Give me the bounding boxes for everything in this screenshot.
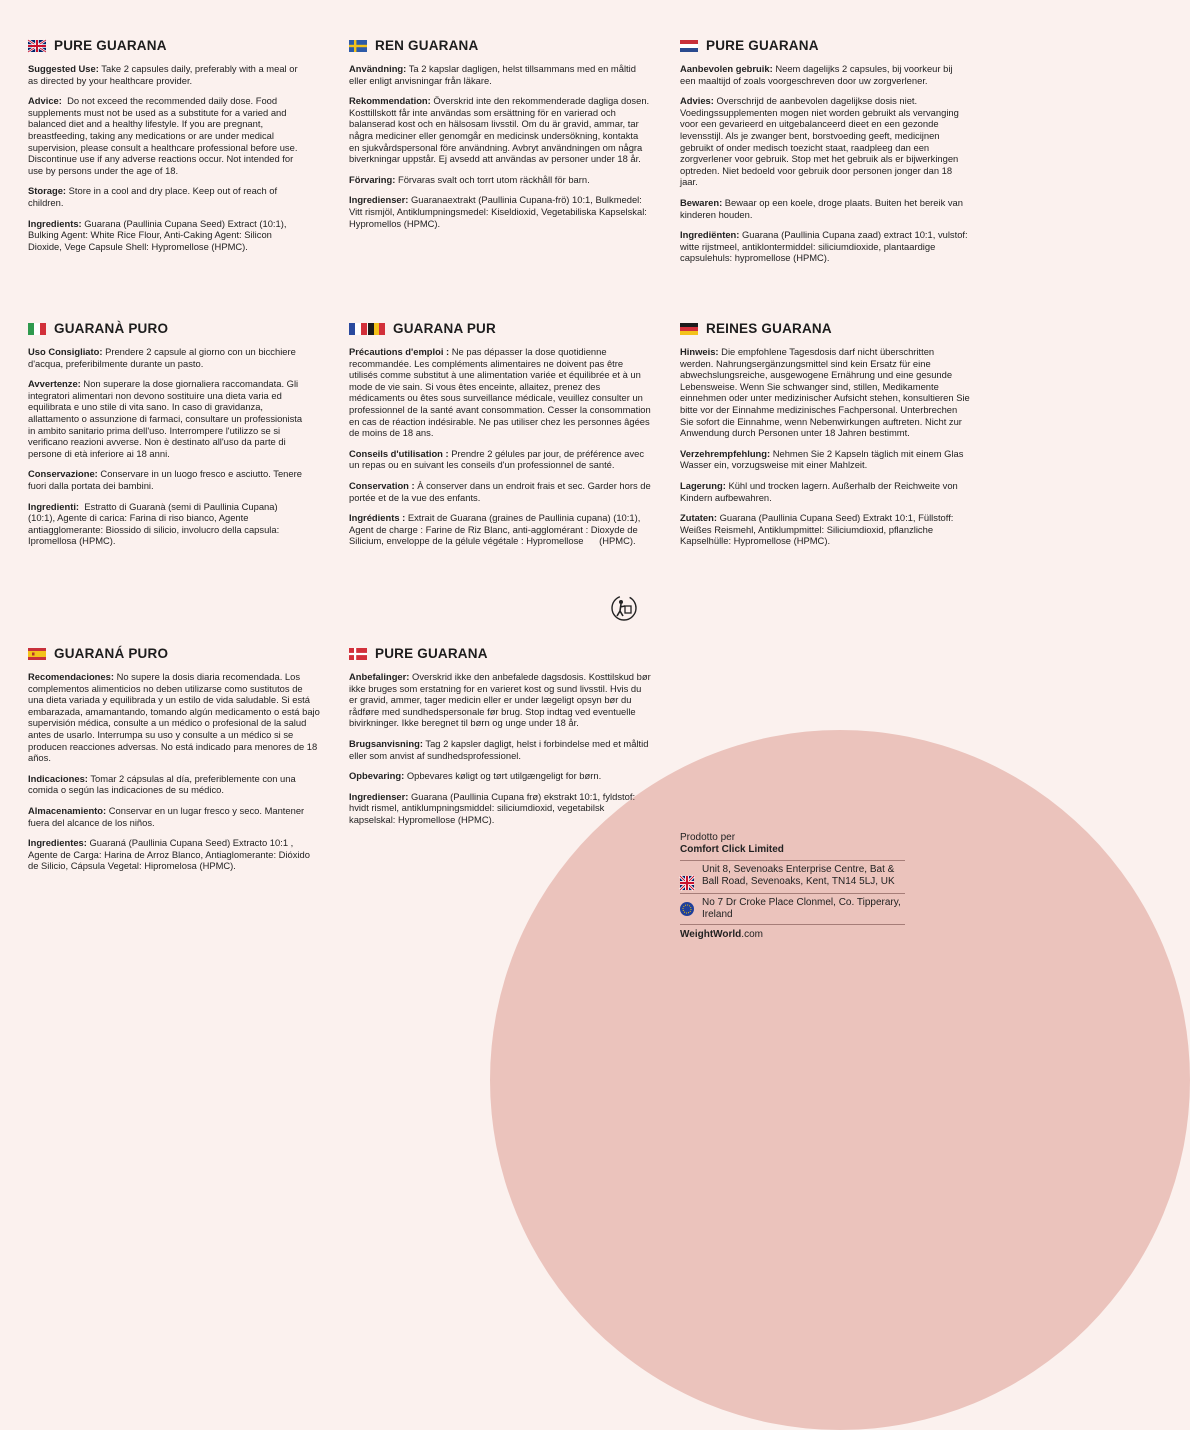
paragraph-label: Almacenamiento: [28,804,107,816]
section-title: GUARANÀ PURO [54,321,169,337]
france-belgium-flag-icon [349,323,385,335]
section-title: PURE GUARANA [54,38,167,54]
paragraph-text: Nehmen Sie 2 Kapseln täglich mit einem Glas Wasser ein, vorzugsweise mit einer Mahlzeit. [680,447,967,471]
info-paragraph [349,174,651,186]
info-paragraph [28,346,303,369]
denmark-flag-icon [349,648,367,660]
netherlands-flag-icon [680,40,698,52]
paragraph-label: Conseils d'utilisation : [349,447,449,459]
manufacturer-footer [680,832,905,941]
section-header [28,645,320,663]
paragraph-text: Bewaar op een koele, droge plaats. Buiten het bereik van kinderen houden. [680,196,966,220]
paragraph-label: Recomendaciones: [28,671,114,682]
paragraph-label: Aanbevolen gebruik: [680,63,773,74]
info-paragraph [28,185,298,208]
section-denmark [349,645,654,835]
paragraph-label: Lagerung: [680,479,726,491]
website-bold: WeightWorld [680,929,742,940]
paragraph-text: Ta 2 kapslar dagligen, helst tillsammans med en måltid eller enligt anvisningar från läkare. [349,63,639,86]
company-name: Comfort Click Limited [680,844,784,855]
paragraph-text: Guarana (Paullinia Cupana frø) ekstrakt 10:1, fyldstof: hvidt rismel, antiklumpningsmiddel: siliciumdioxid, vegetabilsk kapselskal: Hypromellose (HPMC). [349,790,638,825]
section-header [349,320,651,338]
paragraph-text: Guaraná (Paullinia Cupana Seed) Extracto 10:1 , Agente de Carga: Harina de Arroz Blanco, Antiaglomerante: Dióxido de Silicio, Cápsula Vegetal: Hipromelosa (HPMC). [28,837,313,872]
section-italy [28,320,303,556]
info-paragraph [28,671,323,764]
info-paragraph [28,468,303,491]
paragraph-text: Guarana (Paullinia Cupana Seed) Extrakt 10:1, Füllstoff: Weißes Reismehl, Antiklumpmittel: Siliciumdioxid, pflanzliche Kapselhülle: Hypromellose (HPMC). [680,512,957,547]
section-title: PURE GUARANA [375,646,488,662]
info-paragraph [28,805,320,828]
address-uk-text: Unit 8, Sevenoaks Enterprise Centre, Bat & Ball Road, Sevenoaks, Kent, TN14 5LJ, UK [702,864,895,887]
info-paragraph [349,738,651,761]
paragraph-text: Prendre 2 gélules par jour, de préférence avec un repas ou en suivant les conseils d'un professionnel de santé. [349,447,647,471]
paragraph-text: No supere la dosis diaria recomendada. Los complementos alimenticios no deben utilizarse como sustitutos de una dieta variada y equilibrada y un estilo de vida saludable. Si está embarazada, amamantando, tomando algún medicamento o está bajo supervisión médica, consulte a un médico o profesional de la salud antes de usarlo. Interrumpa su uso y consulte a un médico si se producen reacciones adversas. No está indicado para menores de 18 años. [28,671,323,764]
section-spain [28,645,323,881]
info-paragraph [680,480,970,503]
info-paragraph [349,63,651,86]
paragraph-label: Avvertenze: [28,378,81,390]
paragraph-text: À conserver dans un endroit frais et sec. Garder hors de portée et de la vue des enfants. [349,479,654,503]
section-sweden [349,37,651,238]
paragraph-label: Bewaren: [680,196,723,208]
paragraph-text: Store in a cool and dry place. Keep out of reach of children. [28,185,280,208]
paragraph-text: Take 2 capsules daily, preferably with a meal or as directed by your healthcare provider. [28,63,301,86]
paragraph-text: Die empfohlene Tagesdosis darf nicht überschritten werden. Nahrungsergänzungsmittel sind kein Ersatz für eine abwechslungsreiche, ausgewogene Ernährung und eine gesunde Lebensweise. Wenn Sie schwanger sind, stillen, Medikamente einnehmen oder unter medizinischer Aufsicht stehen, konsultieren Sie bitte vor der Einnahme medizinisches Fachpersonal. Unterbrechen Sie sofort die Einnahme, wenn Nebenwirkungen auftreten. Nicht zur Anwendung durch Personen unter 18 Jahren bestimmt. [680,346,973,439]
section-header [349,645,651,663]
section-germany [680,320,973,556]
paragraph-text: Overschrijd de aanbevolen dagelijkse dosis niet. Voedingssupplementen mogen niet worden gebruikt als vervanging voor een gevarieerd en uitgebalanceerd dieet en een gezonde levensstijl. Als je zwanger bent, borstvoeding geeft, medicijnen gebruikt of onder medisch toezicht staat, raadpleeg dan een zorgverlener voor gebruik. Stop met het gebruik als er bijwerkingen optreden. Niet bedoeld voor gebruik door personen jonger dan 18 jaar. [680,95,962,188]
info-paragraph [680,512,970,547]
paragraph-label: Ingrédients : [349,512,406,524]
info-paragraph [680,63,970,86]
paragraph-label: Uso Consigliato: [28,346,103,357]
paragraph-text: Overskrid ikke den anbefalede dagsdosis. Kosttilskud bør ikke bruges som erstatning for en varieret kost og sund livsstil. Hvis du er gravid, ammer, tager medicin eller er under lægeligt opsyn bør du rådføre med sundhedspersonale før brug. Stop indtag ved eventuelle bivirkninger. Ikke beregnet til børn og unge under 18 år. [349,671,654,729]
paragraph-text: Tag 2 kapsler dagligt, helst i forbindelse med et måltid eller som anvist af sundhedsprofessionel. [349,737,652,761]
paragraph-text: Neem dagelijks 2 capsules, bij voorkeur bij een maaltijd of zoals voorgeschreven door uw zorgverlener. [680,63,956,86]
paragraph-text: Tomar 2 cápsulas al día, preferiblemente con una comida o según las indicaciones de su médico. [28,772,299,796]
info-paragraph [349,791,651,826]
section-title: GUARANA PUR [393,321,496,337]
paragraph-text: Conservare in un luogo fresco e asciutto. Tenere fuori dalla portata dei bambini. [28,468,305,491]
paragraph-label: Advice: [28,95,62,107]
paragraph-label: Verzehrempfehlung: [680,447,771,459]
info-paragraph [349,194,651,229]
info-paragraph [349,346,654,439]
paragraph-label: Zutaten: [680,512,717,524]
produced-by-label: Prodotto per [680,832,736,843]
paragraph-label: Hinweis: [680,346,719,357]
paragraph-text: Non superare la dose giornaliera raccomandata. Gli integratori alimentari non devono sostituire una dieta varia ed equilibrata e uno stile di vita sano. In caso di gravidanza, allattamento o assunzione di farmaci, consultare un professionista in ambito sanitario prima dell'uso. Interrompere l'utilizzo se si verificano reazioni avverse. Non è destinato all'uso da parte di persone di età inferiore ai 18 anni. [28,378,305,459]
section-header [28,320,303,338]
paragraph-text: Guaranaextrakt (Paullinia Cupana-frö) 10:1, Bulkmedel: Vitt rismjöl, Antiklumpningsmedel: Kiseldioxid, Vegetabiliska Kapselskal: Hypromellos (HPMC). [349,194,650,229]
paragraph-text: Conservar en un lugar fresco y seco. Mantener fuera del alcance de los niños. [28,804,307,828]
info-paragraph [349,512,651,547]
info-paragraph [680,346,973,439]
info-paragraph [349,448,651,471]
paragraph-label: Brugsanvisning: [349,737,423,749]
address-uk [680,860,905,893]
paragraph-label: Ingredienti: [28,500,80,512]
germany-flag-icon [680,323,698,335]
paragraph-text: Do not exceed the recommended daily dose. Food supplements must not be used as a substitute for a varied and balanced diet and a healthy lifestyle. If you are pregnant, breastfeeding, taking any medications or are under medical supervision, please consult a healthcare professional before use. Discontinue use if any adverse reactions occur. Not intended for use by persons under the age of 18. [28,95,301,176]
uk-flag-icon [680,876,694,890]
section-title: REINES GUARANA [706,321,832,337]
section-title: REN GUARANA [375,38,479,54]
info-paragraph [349,770,651,782]
info-paragraph [28,773,320,796]
info-paragraph [28,95,301,176]
paragraph-text: Estratto di Guaranà (semi di Paullinia Cupana) (10:1), Agente di carica: Farina di riso bianco, Agente antiagglomerante: Biossido di silicio, involucro della capsula: Ipromellosa (HPMC). [28,500,282,547]
paragraph-label: Conservazione: [28,468,98,480]
info-paragraph [349,671,654,729]
eu-flag-icon [680,902,694,916]
paragraph-text: Extrait de Guarana (graines de Paullinia cupana) (10:1), Agent de charge : Farine de Riz Blanc, anti-agglomérant : Dioxyde de Silicium, enveloppe de la gélule végétale : Hypromellose (HPMC). [349,512,643,547]
info-paragraph [349,479,654,503]
paragraph-text: Guarana (Paullinia Cupana zaad) extract 10:1, vulstof: witte rijstmeel, antiklontermiddel: siliciumdioxide, plantaardige capsulehuls: hypromellose (HPMC). [680,229,971,264]
paragraph-text: Förvaras svalt och torrt utom räckhåll för barn. [395,173,590,185]
info-paragraph [28,837,320,872]
paragraph-text: Prendere 2 capsule al giorno con un bicchiere d'acqua, preferibilmente durante un pasto. [28,346,299,369]
paragraph-label: Ingredienser: [349,194,409,206]
paragraph-label: Advies: [680,95,714,107]
section-header [349,37,651,55]
info-paragraph [28,63,301,86]
section-header [680,37,970,55]
paragraph-label: Conservation : [349,479,415,491]
spain-flag-icon [28,648,46,660]
section-netherlands [680,37,970,273]
info-paragraph [680,197,970,220]
paragraph-text: Guarana (Paullinia Cupana Seed) Extract (10:1), Bulking Agent: White Rice Flour, Anti-Caking Agent: Silicon Dioxide, Vege Capsule Shell: Hypromellose (HPMC). [28,217,290,252]
paragraph-label: Ingrediënten: [680,229,740,241]
info-paragraph [680,229,970,264]
paragraph-label: Opbevaring: [349,770,405,782]
paragraph-text: Överskrid inte den rekommenderade dagliga dosen. Kosttillskott får inte användas som ersättning för en varierad och balanserad kost och en hälsosam livsstil. Om du är gravid, ammar, tar några mediciner eller genomgår en medicinsk undersökning, kontakta en sjukvårdspersonal före användning. Avbryt användningen om några biverkningar uppstår. Ej avsedd att användas av personer under 18 år. [349,95,652,165]
info-paragraph [680,448,970,471]
paragraph-text: Ne pas dépasser la dose quotidienne recommandée. Les compléments alimentaires ne doivent pas être utilisés comme substitut à une alimentation variée et équilibrée et à un mode de vie sain. Si vous êtes enceinte, allaitez, prenez des médicaments ou êtes sous surveillance médicale, veuillez consulter un professionnel de la santé avant consommation. Cesser la consommation en cas de réaction indésirable. Ne pas utiliser chez les personnes âgées de moins de 18 ans. [349,346,654,439]
paragraph-text: Kühl und trocken lagern. Außerhalb der Reichweite von Kindern aufbewahren. [680,479,961,503]
section-header [28,37,298,55]
uk-flag-icon [28,40,46,52]
paragraph-label: Suggested Use: [28,63,99,74]
paragraph-label: Anbefalinger: [349,671,410,682]
info-paragraph [349,95,651,165]
paragraph-label: Ingredientes: [28,837,87,849]
paragraph-label: Användning: [349,63,407,74]
paragraph-label: Rekommendation: [349,95,431,107]
address-eu-text: No 7 Dr Croke Place Clonmel, Co. Tipperary, Ireland [702,897,901,920]
section-header [680,320,970,338]
section-uk [28,37,301,261]
italy-flag-icon [28,323,46,335]
info-paragraph [680,95,970,188]
info-paragraph [28,218,298,253]
paragraph-label: Indicaciones: [28,772,88,784]
paragraph-label: Ingredients: [28,217,82,229]
section-title: PURE GUARANA [706,38,819,54]
section-france-belgium [349,320,654,556]
paragraph-text: Opbevares køligt og tørt utilgængeligt for børn. [404,770,602,782]
info-paragraph [28,378,303,459]
paragraph-label: Précautions d'emploi : [349,346,450,357]
section-title: GUARANÁ PURO [54,646,169,662]
website [680,924,905,941]
paragraph-label: Storage: [28,185,67,197]
tidyman-recycle-icon [610,594,638,622]
website-rest: .com [741,929,763,940]
paragraph-label: Ingredienser: [349,790,409,802]
info-paragraph [28,501,303,547]
paragraph-label: Förvaring: [349,173,396,185]
sweden-flag-icon [349,40,367,52]
address-eu [680,893,905,924]
